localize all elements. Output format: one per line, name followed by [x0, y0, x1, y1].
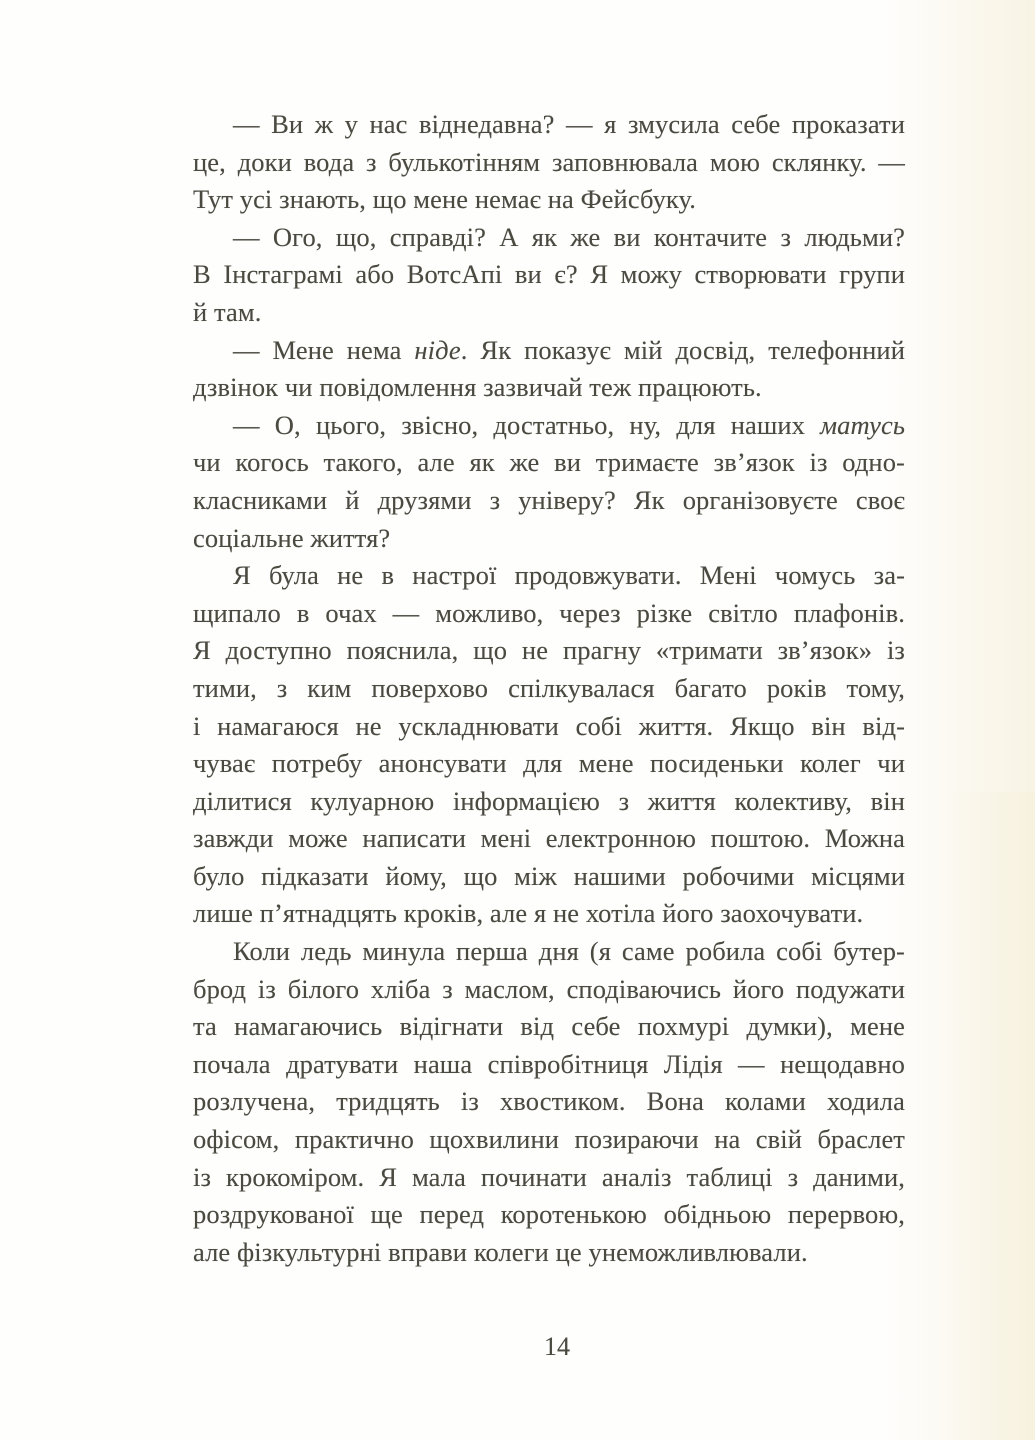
text-line: [193, 181, 905, 219]
text-run: соціальне життя?: [193, 522, 391, 553]
text-line: [193, 632, 905, 670]
text-run: Тут усі знають, що мене немає на Фейсбуку.: [193, 184, 696, 215]
text-run: чи когось такого, але як же ви тримаєте зв’язок із одно-: [193, 447, 905, 478]
italic-text: матусь: [820, 409, 905, 440]
text-run: тими, з ким поверхово спілкувалася багато років тому,: [193, 672, 905, 703]
text-run: В Інстаграмі або ВотсАпі ви є? Я можу створювати групи: [193, 259, 905, 290]
text-line: [193, 1234, 905, 1272]
text-run: — Ви ж у нас віднедавна? — я змусила себе проказати: [233, 109, 905, 139]
text-line: [193, 219, 905, 257]
paragraph: [193, 407, 905, 557]
text-run: чуває потребу анонсувати для мене посиденьки колег чи: [193, 748, 905, 779]
text-line: [193, 670, 905, 708]
text-run: . Як показує мій досвід, телефонний: [460, 334, 905, 365]
paragraph: [193, 219, 905, 332]
text-run: й там.: [193, 296, 262, 327]
text-run: — О, цього, звісно, достатньо, ну, для наших: [233, 409, 821, 440]
text-line: [193, 1046, 905, 1084]
text-run: почала дратувати наша співробітниця Лідія — нещодавно: [193, 1048, 905, 1079]
text-line: [193, 144, 905, 182]
text-line: [193, 1008, 905, 1046]
text-line: [193, 971, 905, 1009]
page-number: 14: [544, 1332, 570, 1361]
text-run: дзвінок чи повідомлення зазвичай теж працюють.: [193, 372, 762, 403]
text-run: офісом, практично щохвилини позираючи на свій браслет: [193, 1124, 905, 1155]
text-line: [193, 820, 905, 858]
text-run: Коли ледь минула перша дня (я саме робила собі бутер-: [233, 936, 905, 967]
text-line: [193, 557, 905, 595]
text-run: ділитися кулуарною інформацією з життя колективу, він: [193, 785, 905, 816]
text-line: [193, 1121, 905, 1159]
paragraph: [193, 933, 905, 1271]
text-run: але фізкультурні вправи колеги це унеможливлювали.: [193, 1236, 808, 1267]
text-line: [193, 444, 905, 482]
paragraph: [193, 557, 905, 933]
text-line: [193, 783, 905, 821]
text-line: [193, 858, 905, 896]
text-run: щипало в очах — можливо, через різке світло плафонів.: [193, 597, 905, 628]
text-run: і намагаюся не ускладнювати собі життя. Якщо він від-: [193, 710, 905, 741]
text-run: розлучена, тридцять із хвостиком. Вона колами ходила: [193, 1086, 905, 1117]
text-run: брод із білого хліба з маслом, сподіваючись його подужати: [193, 973, 905, 1004]
paragraph: [193, 106, 905, 219]
text-run: Я була не в настрої продовжувати. Мені чомусь за-: [233, 560, 905, 591]
text-line: [193, 369, 905, 407]
text-line: [193, 332, 905, 370]
text-run: — Ого, що, справді? А як же ви контачите з людьми?: [233, 221, 905, 252]
text-line: [193, 1083, 905, 1121]
text-line: [193, 256, 905, 294]
text-run: лише п’ятнадцять кроків, але я не хотіла його заохочувати.: [193, 898, 864, 929]
text-run: роздрукованої ще перед коротенькою обідньою перервою,: [193, 1199, 905, 1230]
text-line: [193, 520, 905, 558]
text-line: [193, 106, 905, 144]
text-run: це, доки вода з булькотінням заповнювала мою склянку. —: [193, 146, 905, 177]
italic-text: ніде: [414, 334, 461, 365]
text-run: було підказати йому, що між нашими робочими місцями: [193, 860, 905, 891]
text-run: та намагаючись відігнати від себе похмурі думки), мене: [193, 1011, 905, 1042]
text-line: [193, 407, 905, 445]
text-line: [193, 708, 905, 746]
text-line: [193, 895, 905, 933]
paragraph: [193, 332, 905, 407]
text-line: [193, 482, 905, 520]
text-line: [193, 1196, 905, 1234]
text-block: [193, 106, 905, 1271]
text-run: Я доступно пояснила, що не прагну «тримати зв’язок» із: [193, 635, 905, 666]
text-run: — Мене нема: [233, 334, 415, 365]
text-line: [193, 294, 905, 332]
text-run: із крокоміром. Я мала починати аналіз таблиці з даними,: [193, 1161, 905, 1192]
text-line: [193, 745, 905, 783]
text-line: [193, 933, 905, 971]
text-run: завжди може написати мені електронною поштою. Можна: [193, 823, 905, 854]
text-line: [193, 1159, 905, 1197]
text-line: [193, 595, 905, 633]
text-run: класниками й друзями з універу? Як організовуєте своє: [193, 484, 905, 515]
